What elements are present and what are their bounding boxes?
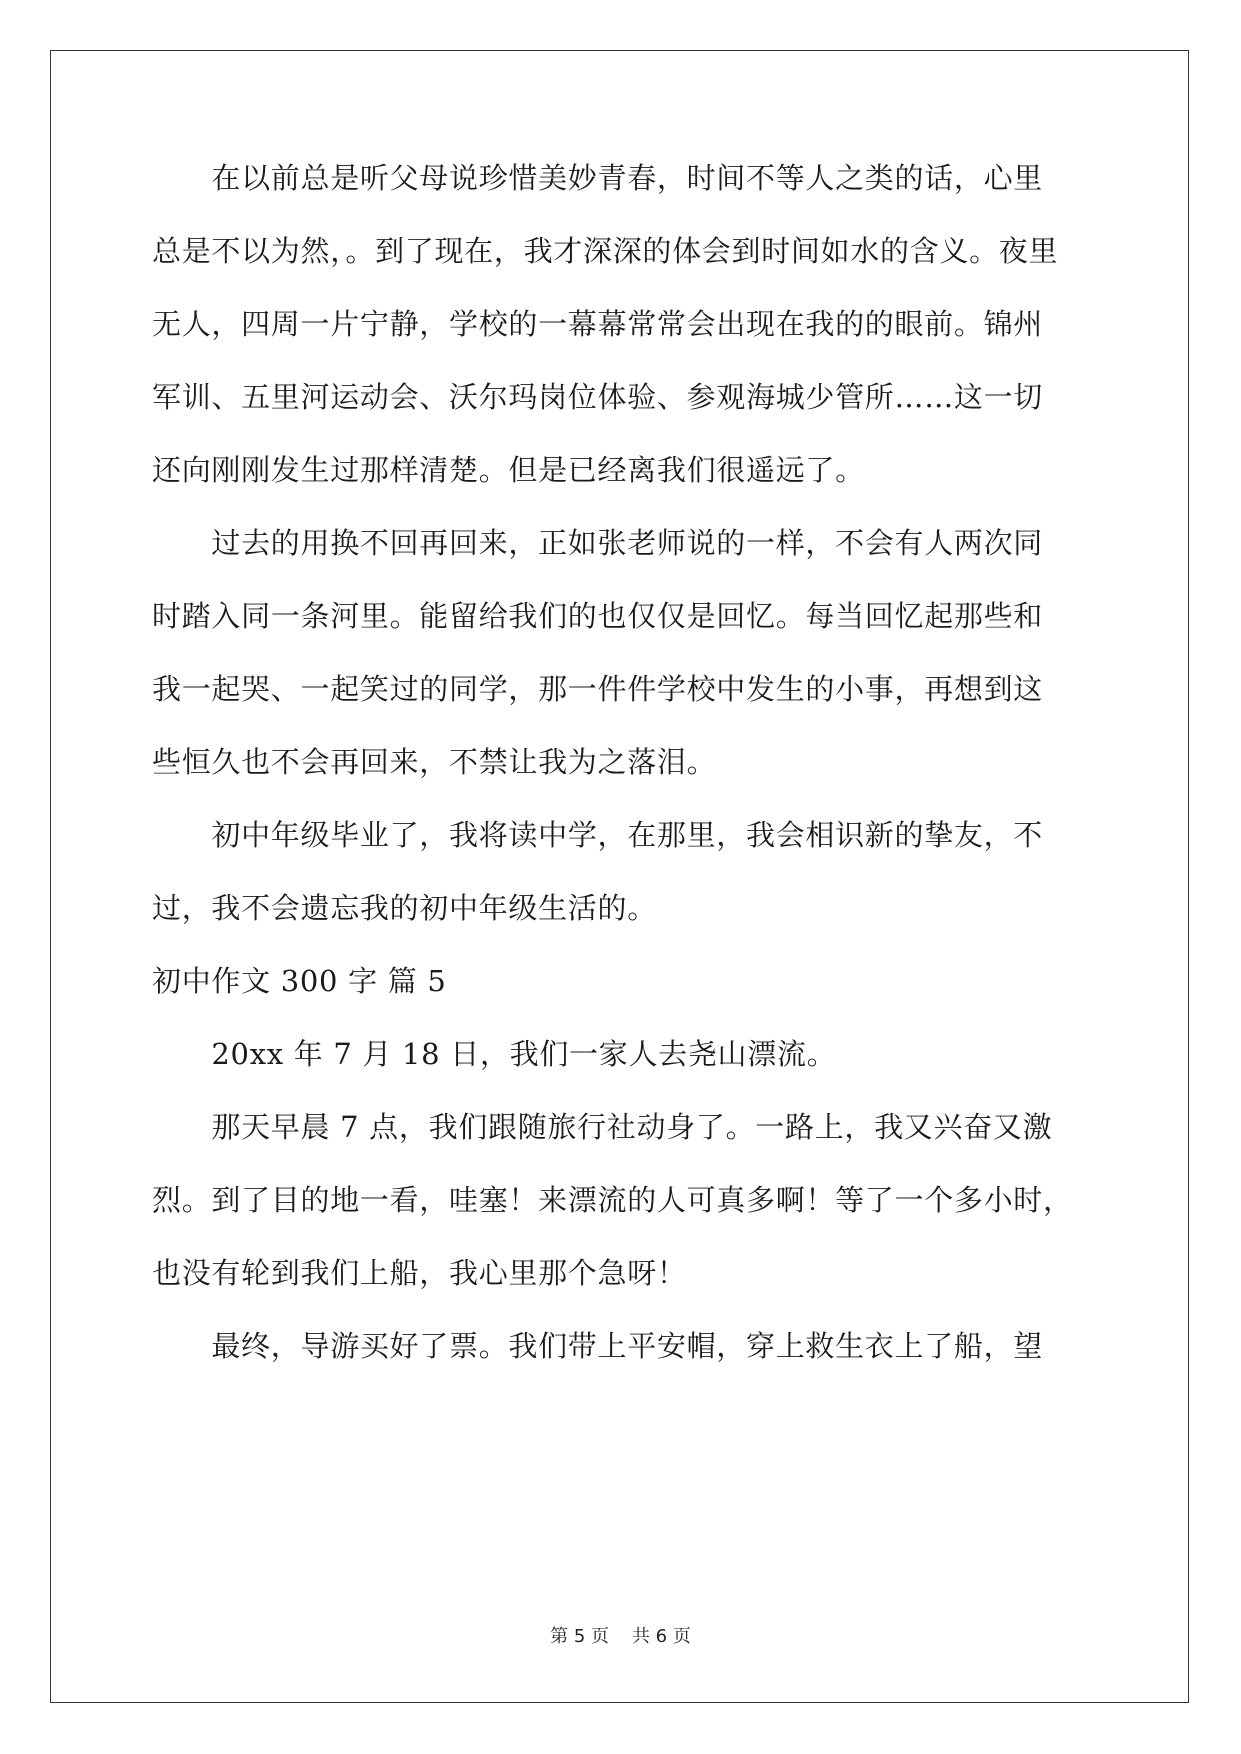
text-line: 烈。到了目的地一看，哇塞！来漂流的人可真多啊！等了一个多小时， [152, 1183, 1073, 1217]
section-heading: 初中作文 300 字 篇 5 [152, 964, 447, 998]
text-line: 在以前总是听父母说珍惜美妙青春，时间不等人之类的话，心里 [152, 161, 1044, 195]
text-line: 20xx 年 7 月 18 日，我们一家人去尧山漂流。 [152, 1037, 837, 1071]
text-line: 也没有轮到我们上船，我心里那个急呀！ [152, 1256, 687, 1290]
text-line: 无人，四周一片宁静，学校的一幕幕常常会出现在我的的眼前。锦州 [152, 307, 1044, 341]
text-line: 最终，导游买好了票。我们带上平安帽，穿上救生衣上了船，望 [152, 1329, 1044, 1363]
text-line: 时踏入同一条河里。能留给我们的也仅仅是回忆。每当回忆起那些和 [152, 599, 1044, 633]
text-line: 初中年级毕业了，我将读中学，在那里，我会相识新的挚友，不 [152, 818, 1044, 852]
text-line: 我一起哭、一起笑过的同学，那一件件学校中发生的小事，再想到这 [152, 672, 1044, 706]
text-line: 总是不以为然，。到了现在，我才深深的体会到时间如水的含义。夜里 [152, 234, 1059, 268]
text-line: 些恒久也不会再回来，不禁让我为之落泪。 [152, 745, 717, 779]
page-border [50, 50, 1189, 1703]
text-line: 那天早晨 7 点，我们跟随旅行社动身了。一路上，我又兴奋又激 [152, 1110, 1053, 1144]
text-line: 过去的用换不回再回来，正如张老师说的一样，不会有人两次同 [152, 526, 1044, 560]
page-number-footer: 第 5 页 共 6 页 [550, 1626, 691, 1647]
text-line: 还向刚刚发生过那样清楚。但是已经离我们很遥远了。 [152, 453, 865, 487]
text-line: 过，我不会遗忘我的初中年级生活的。 [152, 891, 657, 925]
text-line: 军训、五里河运动会、沃尔玛岗位体验、参观海城少管所……这一切 [152, 380, 1044, 414]
